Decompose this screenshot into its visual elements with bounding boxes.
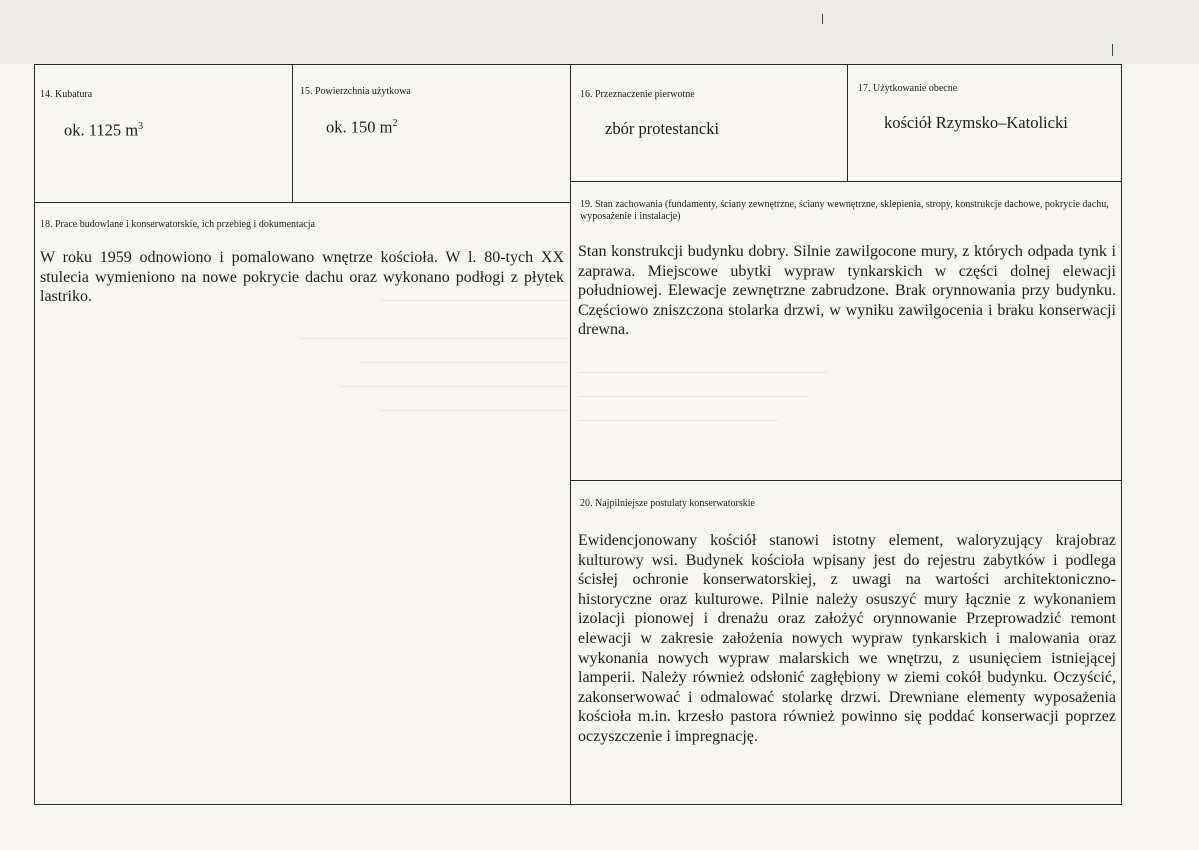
divider-14-15 bbox=[292, 64, 293, 202]
field-text-prace-budowlane: W roku 1959 odnowiono i pomalowano wnętrze kościoła. W l. 80-tych XX stulecia wymieniono na nowe pokrycie dachu oraz wykonano podłogi z płytek lastriko. bbox=[40, 249, 564, 306]
table-border-left bbox=[34, 64, 35, 805]
field-value-uzytkowanie: kościół Rzymsko–Katolicki bbox=[884, 113, 1068, 132]
divider-16-17 bbox=[847, 64, 848, 181]
powierzchnia-unit-exponent: 2 bbox=[392, 118, 398, 129]
divider-row-right bbox=[570, 181, 1122, 182]
field-label-prace-budowlane: 18. Prace budowlane i konserwatorskie, ich przebieg i dokumentacja bbox=[40, 219, 315, 230]
divider-left-right bbox=[570, 64, 571, 805]
bleed-through bbox=[380, 410, 570, 411]
bleed-through bbox=[340, 386, 570, 387]
field-label-powierzchnia: 15. Powierzchnia użytkowa bbox=[300, 86, 411, 97]
field-value-kubatura bbox=[64, 117, 143, 141]
kubatura-unit-exponent: 3 bbox=[138, 121, 144, 132]
bleed-through bbox=[578, 372, 828, 373]
bleed-through bbox=[578, 420, 778, 421]
kubatura-number: ok. 1125 m bbox=[64, 120, 139, 140]
scan-artifact-mark bbox=[1112, 44, 1113, 56]
field-label-uzytkowanie: 17. Użytkowanie obecne bbox=[858, 83, 958, 94]
scan-artifact-mark bbox=[822, 14, 823, 24]
field-value-powierzchnia bbox=[326, 114, 397, 138]
divider-row-left bbox=[34, 202, 571, 203]
field-label-stan-zachowania: 19. Stan zachowania (fundamenty, ściany zewnętrzne, ściany wewnętrzne, sklepienia, stropy, konstrukcje dachowe, pokrycie dachu, wyposażenie i instalacje) bbox=[580, 199, 1109, 222]
table-border-right bbox=[1121, 64, 1122, 805]
powierzchnia-number: ok. 150 m bbox=[326, 117, 393, 137]
field-label-postulaty: 20. Najpilniejsze postulaty konserwatorskie bbox=[580, 498, 755, 509]
bleed-through bbox=[360, 362, 570, 363]
field-label-kubatura: 14. Kubatura bbox=[40, 89, 93, 100]
divider-19-20 bbox=[570, 480, 1122, 481]
table-border-top bbox=[34, 64, 1122, 65]
table-border-bottom bbox=[34, 804, 1122, 805]
bleed-through bbox=[578, 396, 808, 397]
scan-margin-top bbox=[0, 0, 1199, 64]
field-text-postulaty: Ewidencjonowany kościół stanowi istotny element, waloryzujący krajobraz kulturowy wsi. Budynek kościoła wpisany jest do rejestru zabytków i podlega ścisłej ochronie konserwatorskiej, z uwagi na wartości architektoniczno-historyczne oraz kulturowe. Pilnie należy osuszyć mury łącznie z wykonaniem izolacji pionowej i drenażu oraz założyć orynnowanie Przeprowadzić remont elewacji w zakresie założenia nowych wypraw tynkarskich i malowania oraz wykonania nowych wypraw malarskich we wnętrzu, z usunięciem istniejącej lamperii. Należy również odsłonić zagłębiony w ziemi cokół budynku. Oczyścić, zakonserwować i odmalować stolarkę drzwi. Drewniane elementy wyposażenia kościoła m.in. krzesło pastora również powinno się poddać konserwacji poprzez oczyszczenie i impregnację. bbox=[578, 532, 1116, 745]
field-label-przeznaczenie: 16. Przeznaczenie pierwotne bbox=[580, 89, 695, 100]
bleed-through bbox=[300, 338, 570, 339]
field-text-stan-zachowania: Stan konstrukcji budynku dobry. Silnie zawilgocone mury, z których odpada tynk i zaprawa. Miejscowe ubytki wypraw tynkarskich w części dolnej elewacji południowej. Elewacje zewnętrzne zabrudzone. Brak orynnowania przy budynku. Częściowo zniszczona stolarka drzwi, w wyniku zawilgocenia i braku konserwacji drewna. bbox=[578, 243, 1116, 339]
field-value-przeznaczenie: zbór protestancki bbox=[605, 119, 720, 138]
